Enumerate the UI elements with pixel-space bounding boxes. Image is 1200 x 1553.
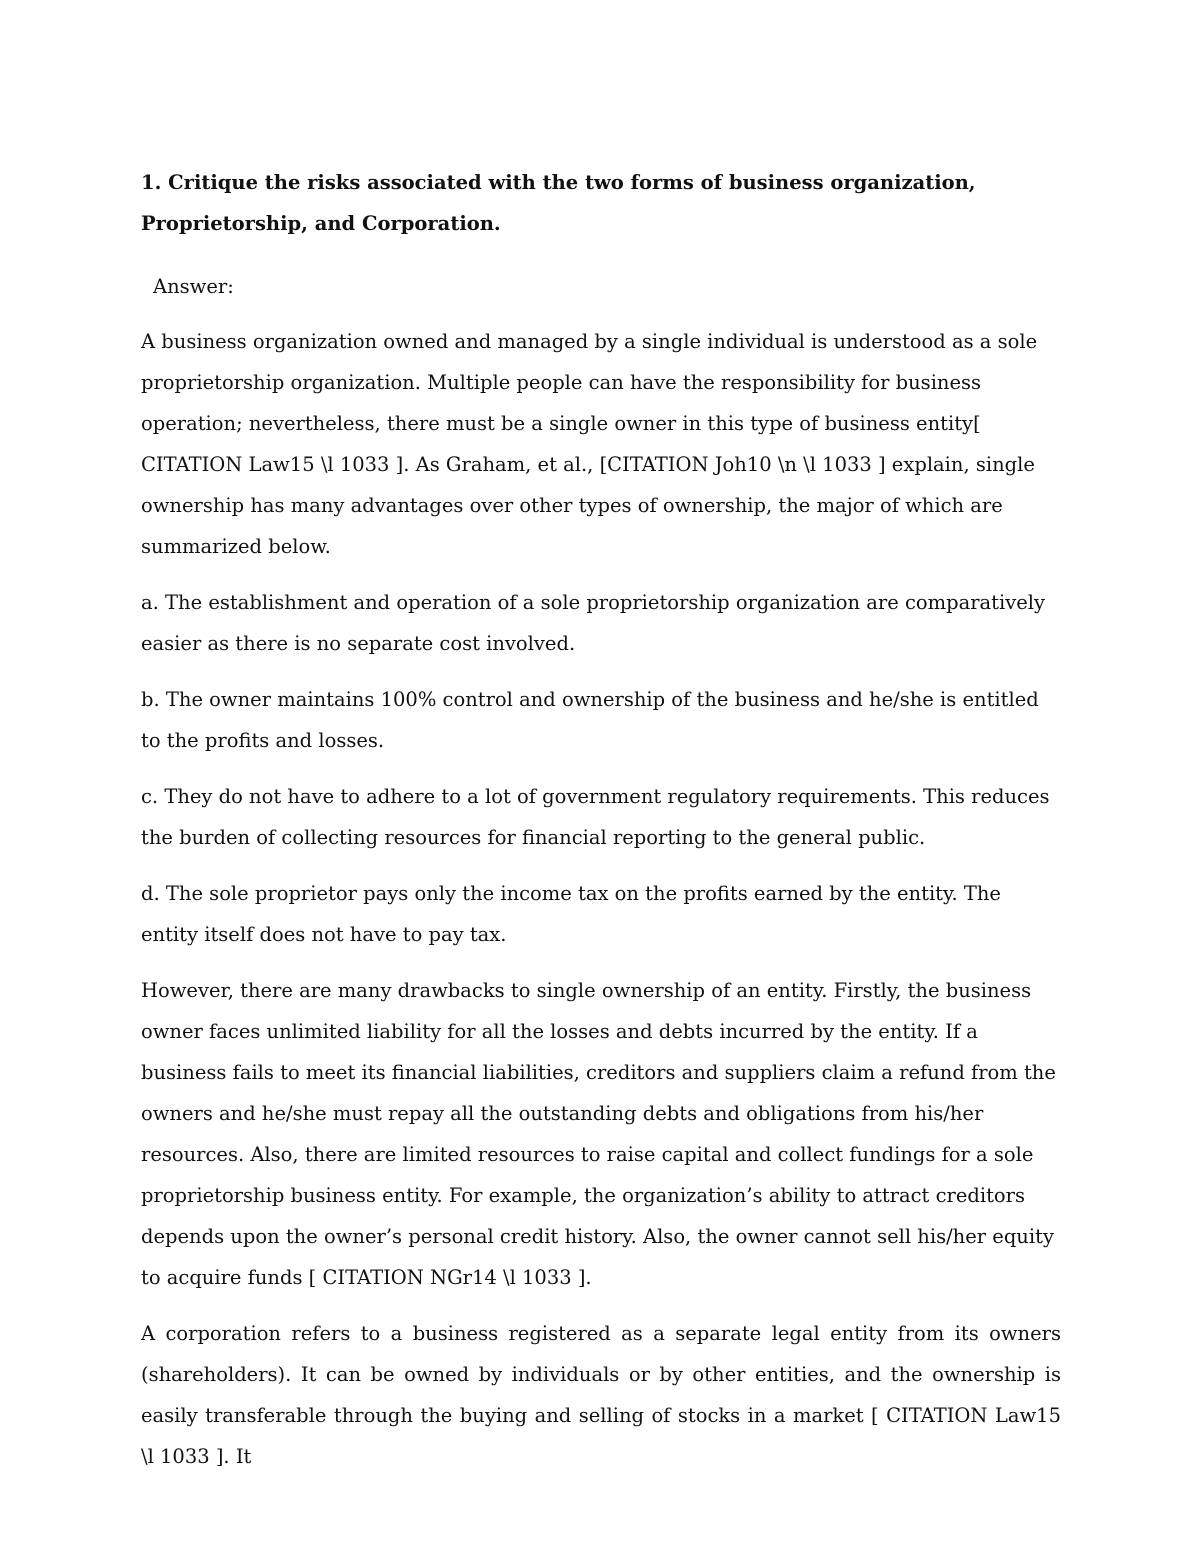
paragraph-point-c: c. They do not have to adhere to a lot of government regulatory requirements. This reduces the burden of collecting resources for financial reporting to the general public.: [141, 785, 1050, 849]
paragraph-point-a: a. The establishment and operation of a sole proprietorship organization are comparatively easier as there is no separate cost involved.: [141, 591, 1046, 655]
paragraph-point-d: d. The sole proprietor pays only the income tax on the profits earned by the entity. The entity itself does not have to pay tax.: [141, 882, 1001, 946]
paragraph-sole-proprietorship-intro: A business organization owned and managed by a single individual is understood as a sole proprietorship organization. Multiple people can have the responsibility for business operation; nevertheless, there must be a single owner in this type of business entity[ CITATION Law15 \l 1033 ]. As Graham, et al., [CITATION Joh10 \n \l 1033 ] explain, single ownership has many advantages over other types of ownership, the major of which are summarized below.: [141, 330, 1038, 558]
paragraph-point-b: b. The owner maintains 100% control and ownership of the business and he/she is entitled to the profits and losses.: [141, 688, 1039, 752]
paragraph-drawbacks: However, there are many drawbacks to single ownership of an entity. Firstly, the business owner faces unlimited liability for all the losses and debts incurred by the entity. If a business fails to meet its financial liabilities, creditors and suppliers claim a refund from the owners and he/she must repay all the outstanding debts and obligations from his/her resources. Also, there are limited resources to raise capital and collect fundings for a sole proprietorship business entity. For example, the organization’s ability to attract creditors depends upon the owner’s personal credit history. Also, the owner cannot sell his/her equity to acquire funds [ CITATION NGr14 \l 1033 ].: [141, 979, 1056, 1289]
paragraph-corporation: A corporation refers to a business registered as a separate legal entity from its owners (shareholders). It can be owned by individuals or by other entities, and the ownership is easily transferable through the buying and selling of stocks in a market [ CITATION Law15 \l 1033 ]. It: [141, 1322, 1061, 1468]
question-heading: 1. Critique the risks associated with the two forms of business organization, Proprietorship, and Corporation.: [141, 171, 976, 235]
document-body: [141, 162, 1061, 1492]
answer-label: Answer:: [153, 275, 234, 298]
